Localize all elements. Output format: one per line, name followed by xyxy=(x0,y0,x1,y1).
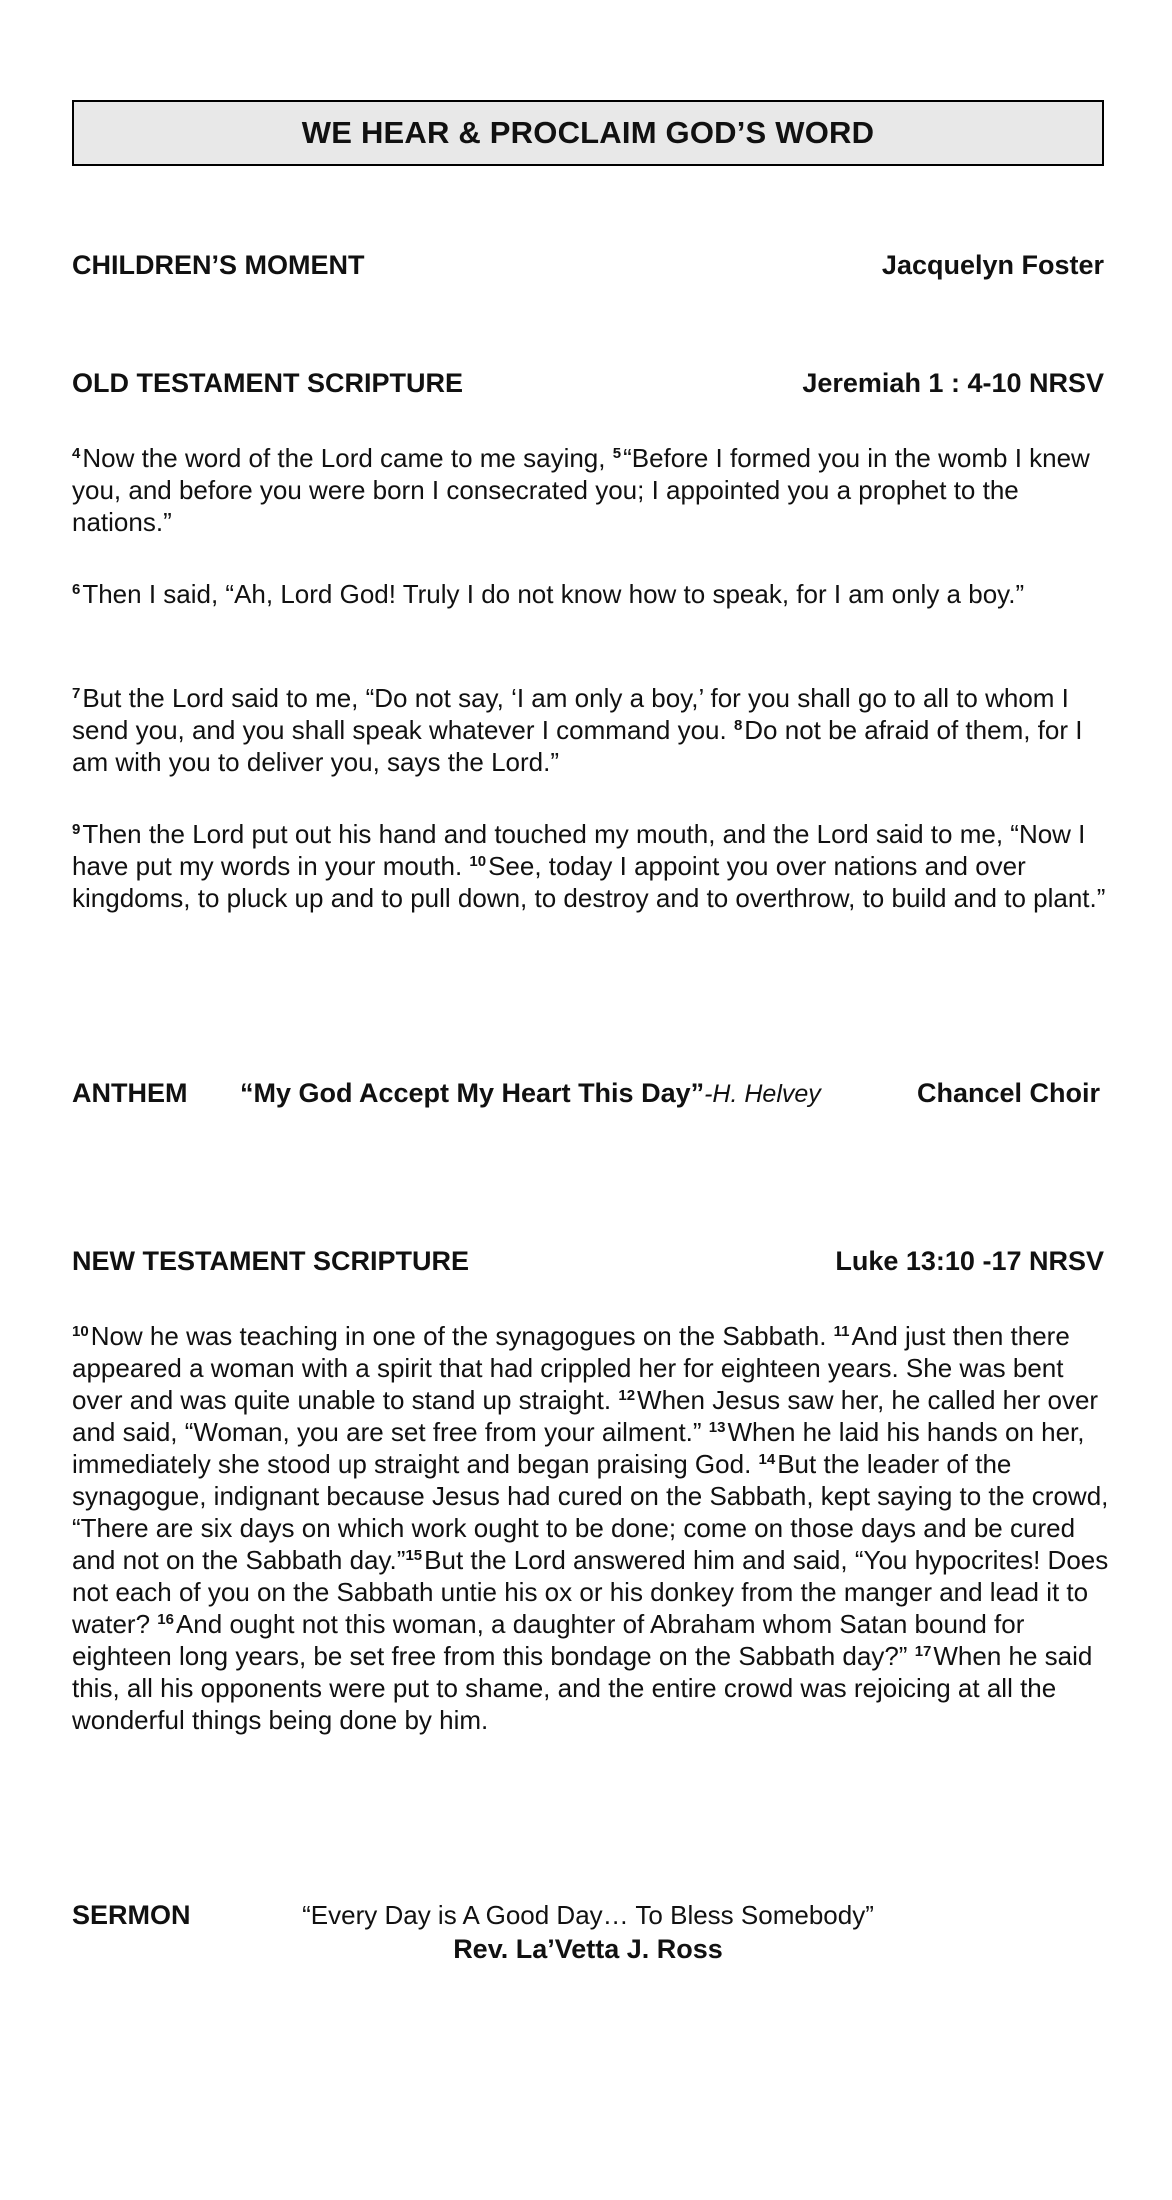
scripture-paragraph xyxy=(72,1320,1112,1736)
anthem-performer: Chancel Choir xyxy=(916,1078,1100,1108)
verse-text: When Jesus saw her, he called her over and said, “Woman, you are set free from your ailment.” xyxy=(72,1385,1099,1447)
old-testament-label: OLD TESTAMENT SCRIPTURE xyxy=(72,368,463,398)
banner-title: WE HEAR & PROCLAIM GOD’S WORD xyxy=(301,115,875,150)
anthem-label: ANTHEM xyxy=(72,1078,188,1108)
anthem-title xyxy=(240,1078,821,1109)
sermon-title: “Every Day is A Good Day… To Bless Somebody” xyxy=(302,1900,874,1930)
verse-number: 16 xyxy=(157,1611,174,1628)
verse-text: “Before I formed you in the womb I knew you, and before you were born I consecrated you; I appointed you a prophet to the nations.” xyxy=(72,443,1090,537)
scripture-paragraph xyxy=(72,682,1112,778)
verse-number: 13 xyxy=(708,1419,726,1436)
verse-number: 8 xyxy=(733,717,743,734)
verse-number: 17 xyxy=(914,1643,932,1660)
old-testament-heading xyxy=(72,368,1104,399)
verse-number: 12 xyxy=(618,1387,636,1404)
verse-number: 11 xyxy=(833,1323,850,1340)
scripture-paragraph xyxy=(72,442,1112,538)
verse-number: 15 xyxy=(405,1547,423,1564)
sermon-preacher: Rev. La’Vetta J. Ross xyxy=(453,1934,723,1964)
verse-text: See, today I appoint you over nations and over kingdoms, to pluck up and to pull down, to destroy and to overthrow, to build and to plant.” xyxy=(72,851,1106,913)
sermon-label: SERMON xyxy=(72,1900,191,1930)
anthem-composer: -H. Helvey xyxy=(704,1080,821,1108)
verse-text: Then the Lord put out his hand and touched my mouth, and the Lord said to me, “Now I have put my words in your mouth. xyxy=(72,819,1086,881)
verse-text: And ought not this woman, a daughter of Abraham whom Satan bound for eighteen long years, be set free from this bondage on the Sabbath day?” xyxy=(72,1609,1025,1671)
verse-number: 6 xyxy=(72,581,81,598)
anthem-song-title: “My God Accept My Heart This Day” xyxy=(240,1078,705,1108)
verse-text: When he laid his hands on her, immediately she stood up straight and began praising God. xyxy=(72,1417,1085,1479)
verse-text: Do not be afraid of them, for I am with you to deliver you, says the Lord.” xyxy=(72,715,1083,777)
childrens-moment-label: CHILDREN’S MOMENT xyxy=(72,250,365,280)
childrens-moment-row xyxy=(72,250,1104,281)
bulletin-page xyxy=(72,100,1109,1964)
verse-number: 10 xyxy=(72,1323,89,1340)
verse-text: But the leader of the synagogue, indignant because Jesus had cured on the Sabbath, kept saying to the crowd, “There are six days on which work ought to be done; come on those days and be cured and not on the Sabbath day.” xyxy=(72,1449,1109,1575)
verse-text: But the Lord answered him and said, “You hypocrites! Does not each of you on the Sabbath untie his ox or his donkey from the manger and lead it to water? xyxy=(72,1545,1109,1639)
old-testament-reference: Jeremiah 1 : 4-10 NRSV xyxy=(802,368,1104,398)
verse-number: 9 xyxy=(72,821,81,838)
verse-text: When he said this, all his opponents were put to shame, and the entire crowd was rejoicing at all the wonderful things being done by him. xyxy=(72,1641,1093,1735)
scripture-paragraph xyxy=(72,578,1112,610)
new-testament-label: NEW TESTAMENT SCRIPTURE xyxy=(72,1246,469,1276)
verse-number: 10 xyxy=(469,853,487,870)
verse-text: And just then there appeared a woman with a spirit that had crippled her for eighteen years. She was bent over and was quite unable to stand up straight. xyxy=(72,1321,1070,1415)
verse-number: 14 xyxy=(758,1451,776,1468)
verse-number: 7 xyxy=(72,685,81,702)
section-banner xyxy=(72,100,1104,166)
verse-text: But the Lord said to me, “Do not say, ‘I am only a boy,’ for you shall go to all to whom I send you, and you shall speak whatever I command you. xyxy=(72,683,1069,745)
childrens-moment-leader: Jacquelyn Foster xyxy=(881,250,1104,280)
verse-text: Now he was teaching in one of the synagogues on the Sabbath. xyxy=(90,1321,834,1351)
scripture-paragraph xyxy=(72,818,1112,914)
verse-number: 4 xyxy=(72,445,81,462)
verse-text: Then I said, “Ah, Lord God! Truly I do not know how to speak, for I am only a boy.” xyxy=(82,579,1025,609)
new-testament-reference: Luke 13:10 -17 NRSV xyxy=(835,1246,1104,1276)
verse-number: 5 xyxy=(612,445,622,462)
verse-text: Now the word of the Lord came to me saying, xyxy=(82,443,613,473)
new-testament-heading xyxy=(72,1246,1104,1277)
